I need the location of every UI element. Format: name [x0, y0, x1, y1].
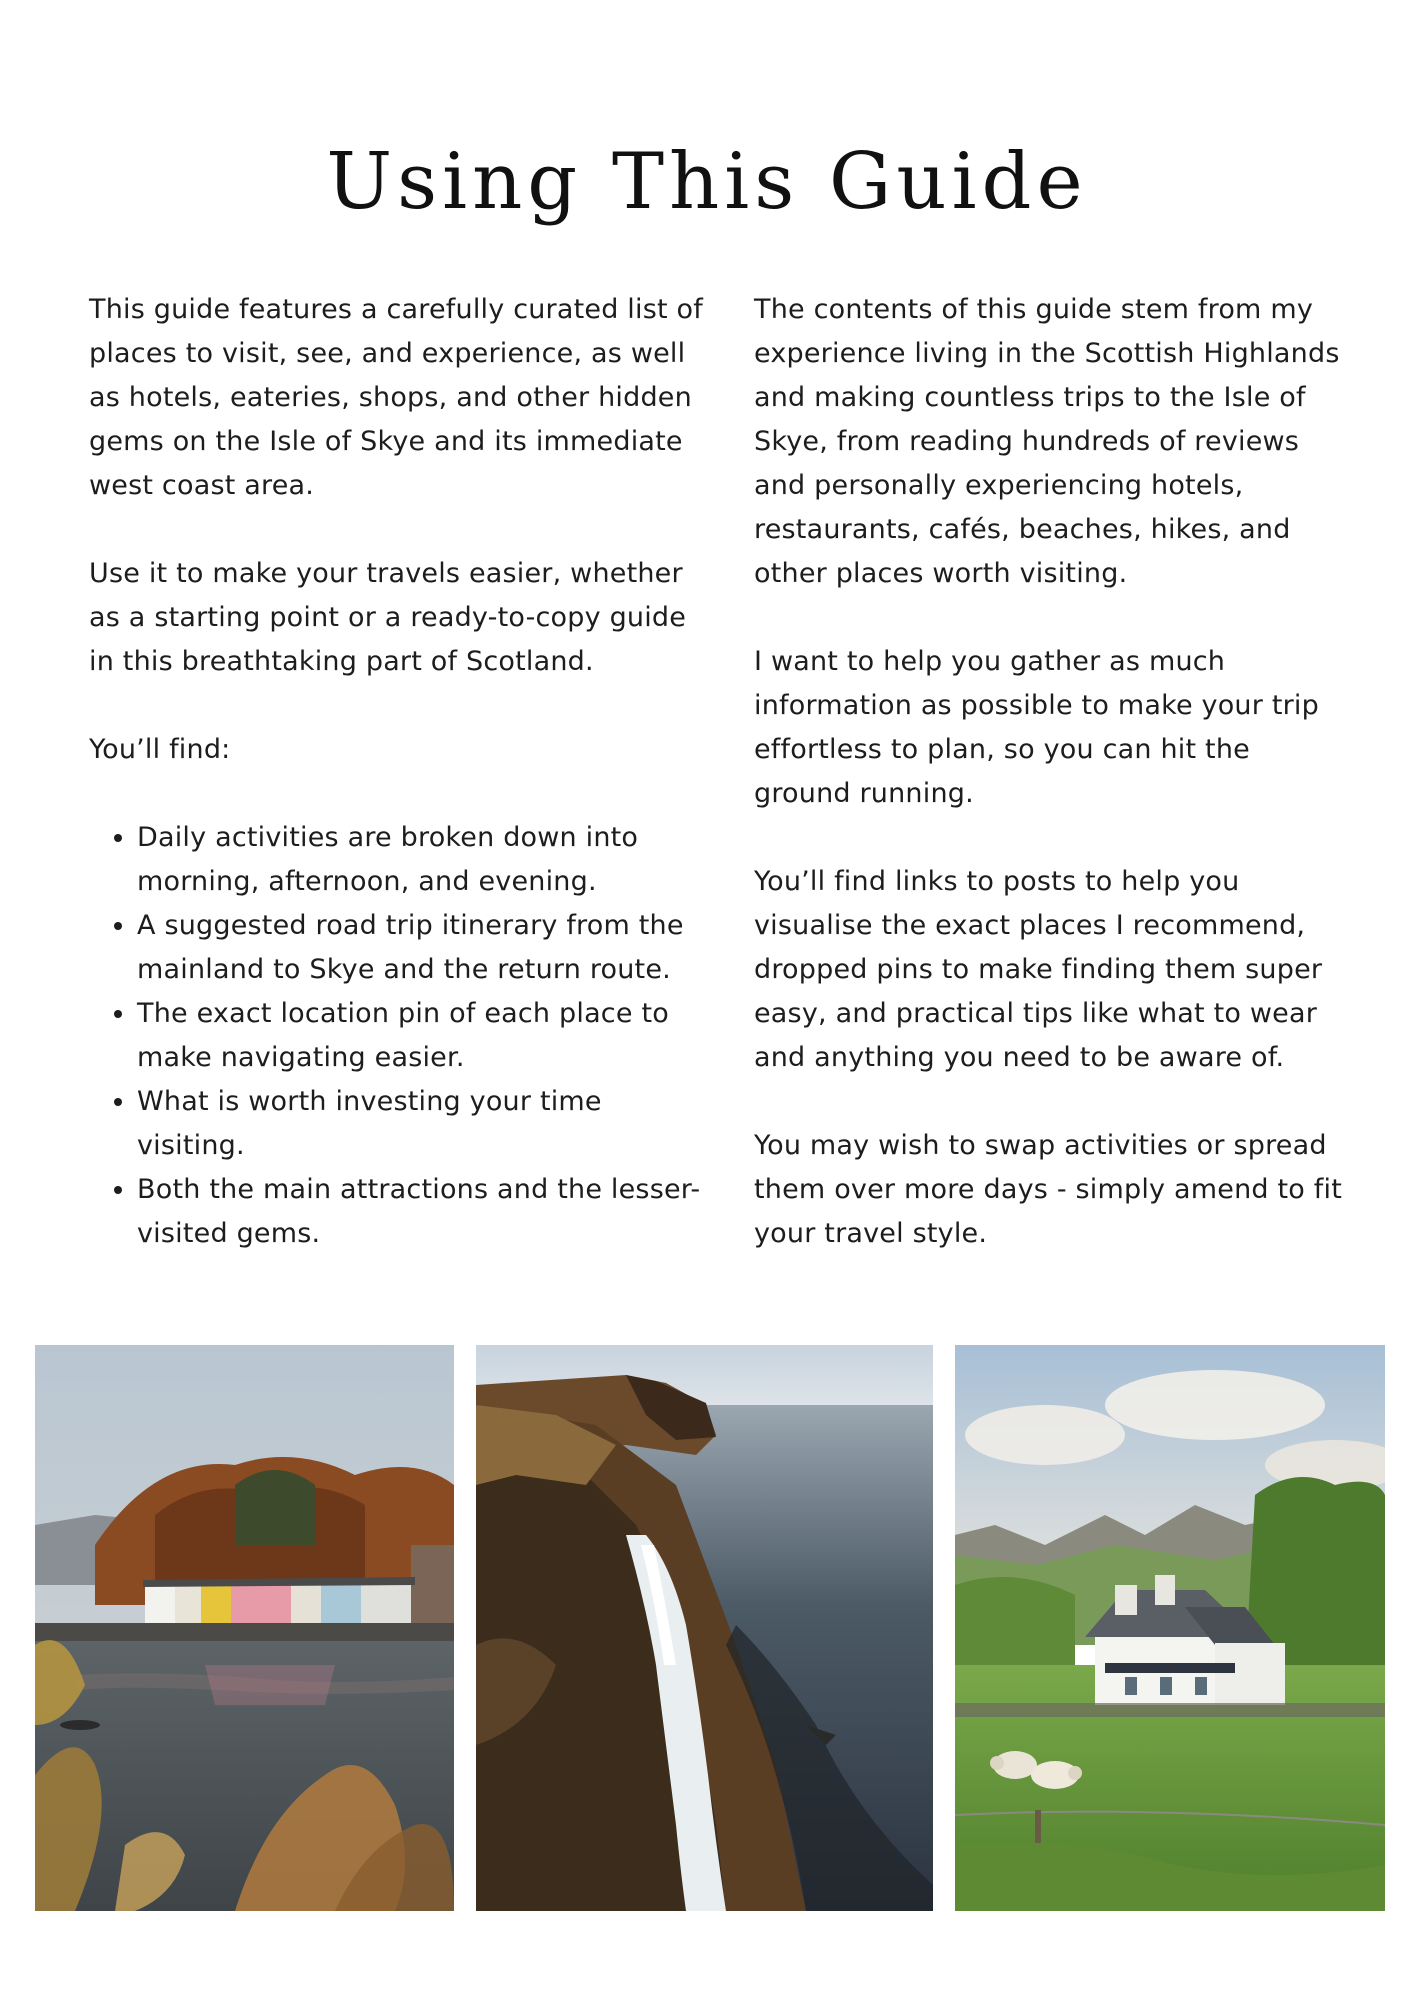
right-column: [754, 288, 1354, 1300]
list-item: • What is worth investing your time visiting.: [137, 1080, 714, 1168]
help-paragraph: I want to help you gather as much information as possible to make your trip effortless to plan, so you can hit the ground running.: [754, 646, 1319, 809]
left-column: [89, 288, 714, 1256]
list-item: • Daily activities are broken down into morning, afternoon, and evening.: [137, 816, 714, 904]
find-heading: You’ll find:: [89, 734, 231, 765]
features-list: [89, 816, 714, 1256]
page-title: Using This Guide: [326, 137, 1088, 227]
photo-cottage-sheep: [955, 1345, 1385, 1911]
intro-paragraph: This guide features a carefully curated list of places to visit, see, and experience, as well as hotels, eateries, shops, and other hidden gems on the Isle of Skye and its immediate west coast area.: [89, 294, 703, 501]
swap-paragraph: You may wish to swap activities or spread them over more days - simply amend to fit your travel style.: [754, 1130, 1342, 1249]
list-item: • The exact location pin of each place to make navigating easier.: [137, 992, 714, 1080]
list-item: • A suggested road trip itinerary from the mainland to Skye and the return route.: [137, 904, 714, 992]
photo-waterfall-cliff: [476, 1345, 933, 1911]
list-item: • Both the main attractions and the lesser-visited gems.: [137, 1168, 714, 1256]
links-paragraph: You’ll find links to posts to help you visualise the exact places I recommend, dropped pins to make finding them super easy, and practical tips like what to wear and anything you need to be aware of.: [754, 866, 1323, 1073]
contents-paragraph: The contents of this guide stem from my experience living in the Scottish Highlands and making countless trips to the Isle of Skye, from reading hundreds of reviews and personally experiencing hotels, restaurants, cafés, beaches, hikes, and other places worth visiting.: [754, 294, 1340, 589]
photo-harbour: [35, 1345, 454, 1911]
usage-paragraph: Use it to make your travels easier, whether as a starting point or a ready-to-copy guide in this breathtaking part of Scotland.: [89, 558, 687, 677]
